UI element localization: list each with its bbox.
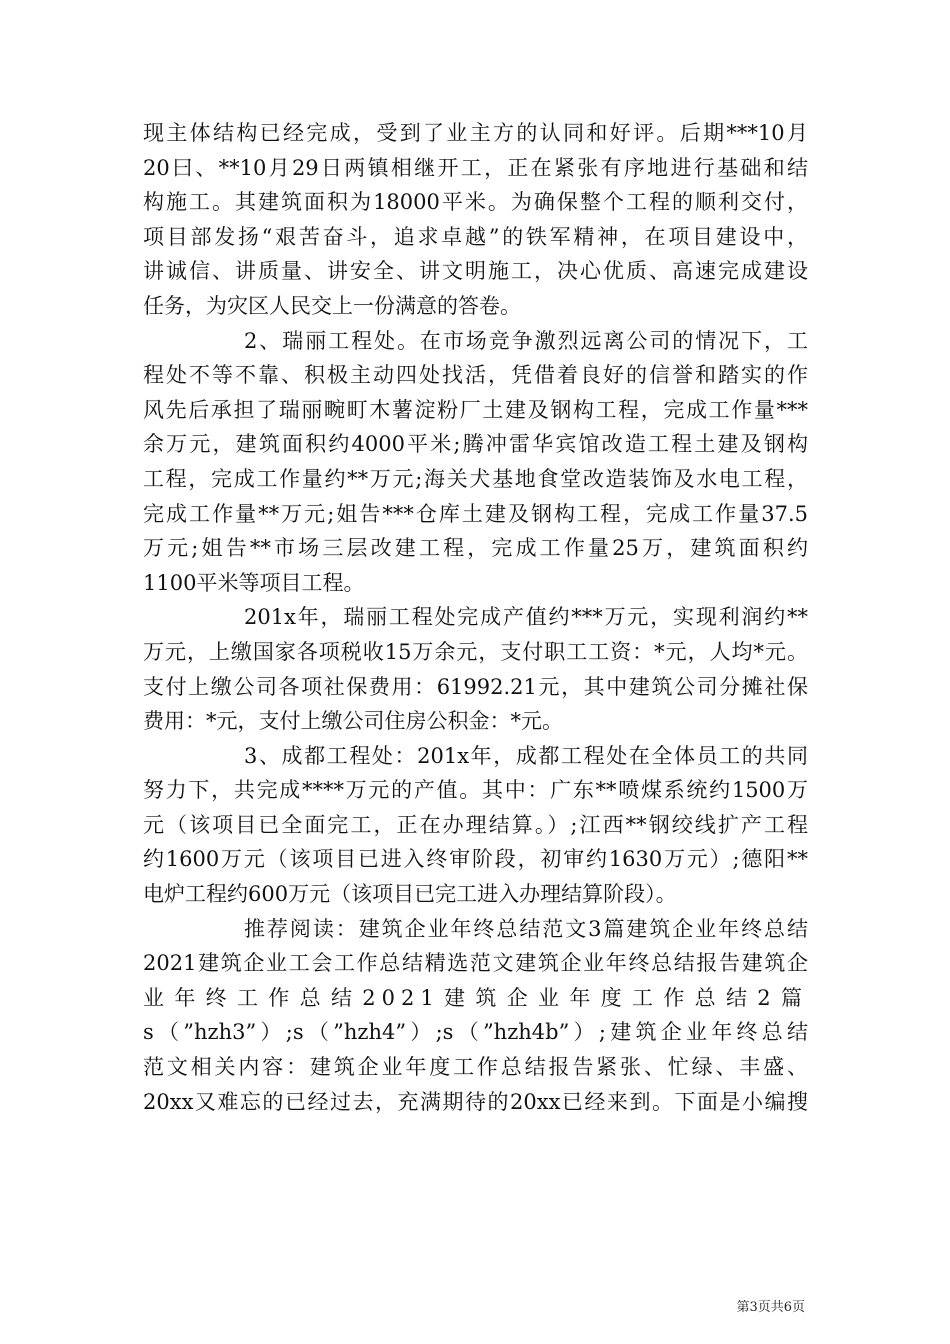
text-line: s（”hzh3”）;s（”hzh4”）;s（”hzh4b”）;建筑企业年终总结 bbox=[143, 1020, 808, 1045]
text-line: 现主体结构已经完成，受到了业主方的认同和好评。后期***10月 bbox=[143, 121, 808, 145]
text-line: 余万元，建筑面积约4000平米;腾冲雷华宾馆改造工程土建及钢构 bbox=[143, 432, 808, 457]
text-line: 工程，完成工作量约**万元;海关犬基地食堂改造装饰及水电工程， bbox=[143, 466, 808, 491]
text-line: 2021建筑企业工会工作总结精选范文建筑企业年终总结报告建筑企 bbox=[143, 951, 808, 976]
paragraph-start-line: 3、成都工程处：201x年，成都工程处在全体员工的共同 bbox=[244, 743, 808, 768]
text-line: 业年终工作总结2021建筑企业年度工作总结2篇 bbox=[143, 985, 808, 1010]
text-line: 范文相关内容：建筑企业年度工作总结报告紧张、忙绿、丰盛、 bbox=[143, 1055, 808, 1080]
text-line: 约1600万元（该项目已进入终审阶段，初审约1630万元）;德阳** bbox=[143, 847, 808, 872]
text-line: 任务，为灾区人民交上一份满意的答卷。 bbox=[143, 293, 521, 318]
paragraph-start-line: 推荐阅读：建筑企业年终总结范文3篇建筑企业年终总结 bbox=[244, 916, 808, 941]
text-line: 构施工。其建筑面积为18000平米。为确保整个工程的顺利交付， bbox=[143, 190, 808, 215]
text-line: 20xx又难忘的已经过去，充满期待的20xx已经来到。下面是小编搜 bbox=[143, 1089, 808, 1114]
page-footer bbox=[0, 1296, 950, 1315]
page-number: 第3页共6页 bbox=[736, 1300, 805, 1315]
text-line: 万元;姐告**市场三层改建工程，完成工作量25万，建筑面积约 bbox=[143, 536, 808, 561]
text-line: 程处不等不靠、积极主动四处找活，凭借着良好的信誉和踏实的作 bbox=[143, 363, 808, 388]
text-line: 风先后承担了瑞丽畹町木薯淀粉厂土建及钢构工程，完成工作量*** bbox=[143, 397, 808, 422]
text-line: 万元，上缴国家各项税收15万余元，支付职工工资：*元，人均*元。 bbox=[143, 639, 808, 664]
text-line: 完成工作量**万元;姐告***仓库土建及钢构工程，完成工作量37.5 bbox=[143, 501, 808, 526]
document-body bbox=[143, 116, 808, 1119]
text-line: 1100平米等项目工程。 bbox=[143, 570, 365, 595]
text-line: 努力下，共完成****万元的产值。其中：广东**喷煤系统约1500万 bbox=[143, 778, 808, 803]
text-line: 支付上缴公司各项社保费用：61992.21元，其中建筑公司分摊社保 bbox=[143, 674, 808, 699]
text-line: 项目部发扬“艰苦奋斗，追求卓越”的铁军精神，在项目建设中， bbox=[143, 224, 808, 249]
text-line: 20曰、**10月29日两镇相继开工，正在紧张有序地进行基础和结 bbox=[143, 155, 808, 180]
text-line: 讲诚信、讲质量、讲安全、讲文明施工，决心优质、高速完成建设 bbox=[143, 259, 808, 284]
text-line: 电炉工程约600万元（该项目已完工进入办理结算阶段）。 bbox=[143, 882, 677, 907]
paragraph-start-line: 2、瑞丽工程处。在市场竞争激烈远离公司的情况下，工 bbox=[244, 328, 808, 353]
text-line: 元（该项目已全面完工，正在办理结算。）;江西**钢绞线扩产工程 bbox=[143, 812, 808, 837]
text-line: 费用：*元，支付上缴公司住房公积金：*元。 bbox=[143, 709, 563, 734]
paragraph-start-line: 201x年，瑞丽工程处完成产值约***万元，实现利润约** bbox=[244, 605, 808, 630]
